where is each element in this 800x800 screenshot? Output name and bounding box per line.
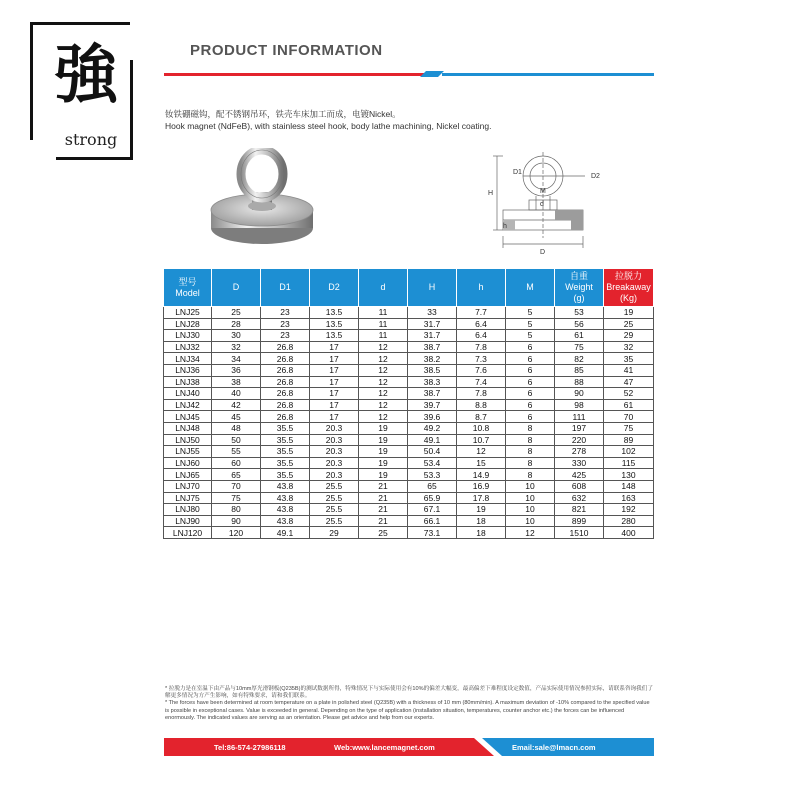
value-cell: 60: [212, 457, 261, 469]
value-cell: 197: [555, 422, 604, 434]
value-cell: 23: [261, 307, 310, 319]
value-cell: 29: [310, 527, 359, 539]
value-cell: 12: [359, 388, 408, 400]
value-cell: 23: [261, 318, 310, 330]
logo-character: 強: [54, 39, 118, 113]
value-cell: 14.9: [457, 469, 506, 481]
model-cell: LNJ40: [164, 388, 212, 400]
value-cell: 6: [506, 411, 555, 423]
value-cell: 12: [359, 399, 408, 411]
value-cell: 192: [604, 504, 654, 516]
value-cell: 25: [604, 318, 654, 330]
value-cell: 80: [212, 504, 261, 516]
table-row: [164, 469, 654, 481]
hook-magnet-photo: [205, 148, 320, 248]
notes-zh: * 拉脱力是在室温下由产品与10mm厚光滑钢板(Q235B)的测试数据所得，特殊情况下与实际使用会有10%的偏差大幅变，最高偏差下难程度设定数值，产品实际使用情况参照实际，请联系咨询我们了解更多情况为方产生影响，如有特殊要求，请和我们联系。: [165, 686, 653, 700]
table-row: [164, 376, 654, 388]
value-cell: 10: [506, 492, 555, 504]
value-cell: 21: [359, 504, 408, 516]
value-cell: 8: [506, 422, 555, 434]
table-row: [164, 527, 654, 539]
value-cell: 13.5: [310, 307, 359, 319]
value-cell: 32: [212, 341, 261, 353]
header-h-lower: h: [457, 269, 506, 307]
value-cell: 34: [212, 353, 261, 365]
value-cell: 35.5: [261, 422, 310, 434]
value-cell: 6: [506, 399, 555, 411]
value-cell: 32: [604, 341, 654, 353]
value-cell: 52: [604, 388, 654, 400]
footer-bar: [164, 736, 654, 758]
value-cell: 45: [212, 411, 261, 423]
value-cell: 98: [555, 399, 604, 411]
value-cell: 6.4: [457, 318, 506, 330]
value-cell: 11: [359, 307, 408, 319]
value-cell: 19: [359, 446, 408, 458]
value-cell: 19: [604, 307, 654, 319]
value-cell: 17: [310, 376, 359, 388]
value-cell: 13.5: [310, 318, 359, 330]
value-cell: 102: [604, 446, 654, 458]
value-cell: 15: [457, 457, 506, 469]
value-cell: 61: [555, 330, 604, 342]
value-cell: 400: [604, 527, 654, 539]
value-cell: 26.8: [261, 364, 310, 376]
value-cell: 7.3: [457, 353, 506, 365]
value-cell: 7.7: [457, 307, 506, 319]
value-cell: 89: [604, 434, 654, 446]
value-cell: 17: [310, 399, 359, 411]
value-cell: 43.8: [261, 480, 310, 492]
value-cell: 35: [604, 353, 654, 365]
value-cell: 42: [212, 399, 261, 411]
model-cell: LNJ75: [164, 492, 212, 504]
value-cell: 20.3: [310, 422, 359, 434]
value-cell: 148: [604, 480, 654, 492]
value-cell: 20.3: [310, 469, 359, 481]
value-cell: 163: [604, 492, 654, 504]
technical-drawing: [485, 148, 620, 263]
value-cell: 899: [555, 515, 604, 527]
value-cell: 278: [555, 446, 604, 458]
header-d-outer: D: [212, 269, 261, 307]
header-d2: D2: [310, 269, 359, 307]
value-cell: 43.8: [261, 515, 310, 527]
value-cell: 25.5: [310, 480, 359, 492]
value-cell: 26.8: [261, 399, 310, 411]
value-cell: 39.7: [408, 399, 457, 411]
value-cell: 8: [506, 446, 555, 458]
value-cell: 12: [359, 353, 408, 365]
value-cell: 35.5: [261, 469, 310, 481]
value-cell: 17: [310, 364, 359, 376]
value-cell: 220: [555, 434, 604, 446]
value-cell: 65: [212, 469, 261, 481]
notes: [165, 686, 655, 722]
value-cell: 1510: [555, 527, 604, 539]
value-cell: 26.8: [261, 388, 310, 400]
value-cell: 17: [310, 341, 359, 353]
value-cell: 75: [604, 422, 654, 434]
table-body: [164, 307, 654, 539]
value-cell: 38.7: [408, 341, 457, 353]
value-cell: 31.7: [408, 318, 457, 330]
value-cell: 28: [212, 318, 261, 330]
model-cell: LNJ28: [164, 318, 212, 330]
header-model: 型号 Model: [164, 269, 212, 307]
value-cell: 38.7: [408, 388, 457, 400]
model-cell: LNJ36: [164, 364, 212, 376]
value-cell: 10: [506, 480, 555, 492]
table-row: [164, 330, 654, 342]
value-cell: 38.3: [408, 376, 457, 388]
table-row: [164, 399, 654, 411]
value-cell: 35.5: [261, 434, 310, 446]
value-cell: 90: [212, 515, 261, 527]
value-cell: 29: [604, 330, 654, 342]
value-cell: 120: [212, 527, 261, 539]
value-cell: 632: [555, 492, 604, 504]
value-cell: 35.5: [261, 457, 310, 469]
value-cell: 17.8: [457, 492, 506, 504]
label-d-big: D: [540, 249, 546, 256]
model-cell: LNJ70: [164, 480, 212, 492]
value-cell: 6: [506, 364, 555, 376]
value-cell: 25.5: [310, 492, 359, 504]
value-cell: 56: [555, 318, 604, 330]
value-cell: 75: [555, 341, 604, 353]
value-cell: 33: [408, 307, 457, 319]
value-cell: 10: [506, 515, 555, 527]
value-cell: 30: [212, 330, 261, 342]
header-breakaway: 拉脱力 Breakaway (Kg): [604, 269, 654, 307]
value-cell: 53: [555, 307, 604, 319]
value-cell: 75: [212, 492, 261, 504]
model-cell: LNJ32: [164, 341, 212, 353]
model-cell: LNJ120: [164, 527, 212, 539]
value-cell: 26.8: [261, 353, 310, 365]
label-d2: D2: [591, 173, 600, 180]
description-zh: 钕铁硼磁钩，配不锈钢吊环，铁壳车床加工而成，电镀Nickel。: [165, 109, 401, 119]
value-cell: 7.8: [457, 341, 506, 353]
value-cell: 36: [212, 364, 261, 376]
value-cell: 130: [604, 469, 654, 481]
value-cell: 6: [506, 353, 555, 365]
footer-tel: Tel:86-574-27986118: [214, 743, 286, 752]
value-cell: 25.5: [310, 515, 359, 527]
value-cell: 67.1: [408, 504, 457, 516]
label-d1: D1: [513, 169, 522, 176]
value-cell: 20.3: [310, 457, 359, 469]
table-row: [164, 457, 654, 469]
table-row: [164, 307, 654, 319]
value-cell: 18: [457, 527, 506, 539]
value-cell: 12: [506, 527, 555, 539]
value-cell: 19: [359, 422, 408, 434]
model-cell: LNJ65: [164, 469, 212, 481]
value-cell: 38.5: [408, 364, 457, 376]
value-cell: 25: [359, 527, 408, 539]
header-m: M: [506, 269, 555, 307]
table-row: [164, 353, 654, 365]
table-header-row: [164, 269, 654, 307]
table-row: [164, 388, 654, 400]
value-cell: 111: [555, 411, 604, 423]
value-cell: 12: [359, 364, 408, 376]
value-cell: 17: [310, 388, 359, 400]
value-cell: 13.5: [310, 330, 359, 342]
value-cell: 65: [408, 480, 457, 492]
value-cell: 12: [359, 341, 408, 353]
value-cell: 7.6: [457, 364, 506, 376]
footer-web[interactable]: Web:www.lancemagnet.com: [334, 743, 435, 752]
value-cell: 6: [506, 341, 555, 353]
model-cell: LNJ90: [164, 515, 212, 527]
label-d-small: d: [540, 201, 544, 208]
value-cell: 19: [457, 504, 506, 516]
table-row: [164, 492, 654, 504]
label-m: M: [540, 188, 546, 195]
value-cell: 21: [359, 515, 408, 527]
value-cell: 38: [212, 376, 261, 388]
value-cell: 280: [604, 515, 654, 527]
value-cell: 53.4: [408, 457, 457, 469]
value-cell: 17: [310, 353, 359, 365]
table-row: [164, 446, 654, 458]
table-row: [164, 341, 654, 353]
value-cell: 50: [212, 434, 261, 446]
value-cell: 821: [555, 504, 604, 516]
value-cell: 6.4: [457, 330, 506, 342]
logo-word: strong: [64, 130, 118, 149]
value-cell: 70: [604, 411, 654, 423]
model-cell: LNJ38: [164, 376, 212, 388]
value-cell: 50.4: [408, 446, 457, 458]
model-cell: LNJ25: [164, 307, 212, 319]
value-cell: 10.7: [457, 434, 506, 446]
value-cell: 8: [506, 469, 555, 481]
header-d1: D1: [261, 269, 310, 307]
value-cell: 330: [555, 457, 604, 469]
value-cell: 25: [212, 307, 261, 319]
header-stripes: [164, 68, 654, 80]
value-cell: 425: [555, 469, 604, 481]
value-cell: 12: [457, 446, 506, 458]
value-cell: 41: [604, 364, 654, 376]
header-weight: 自重 Weight (g): [555, 269, 604, 307]
table-row: [164, 515, 654, 527]
footer-email[interactable]: Email:sale@lmacn.com: [512, 743, 596, 752]
value-cell: 26.8: [261, 376, 310, 388]
header-h-upper: H: [408, 269, 457, 307]
value-cell: 26.8: [261, 411, 310, 423]
value-cell: 88: [555, 376, 604, 388]
model-cell: LNJ60: [164, 457, 212, 469]
model-cell: LNJ42: [164, 399, 212, 411]
value-cell: 40: [212, 388, 261, 400]
model-cell: LNJ50: [164, 434, 212, 446]
value-cell: 5: [506, 307, 555, 319]
value-cell: 65.9: [408, 492, 457, 504]
table-row: [164, 480, 654, 492]
value-cell: 10: [506, 504, 555, 516]
value-cell: 49.2: [408, 422, 457, 434]
value-cell: 5: [506, 318, 555, 330]
value-cell: 43.8: [261, 492, 310, 504]
value-cell: 48: [212, 422, 261, 434]
value-cell: 55: [212, 446, 261, 458]
table-row: [164, 318, 654, 330]
value-cell: 61: [604, 399, 654, 411]
value-cell: 26.8: [261, 341, 310, 353]
value-cell: 12: [359, 411, 408, 423]
value-cell: 82: [555, 353, 604, 365]
value-cell: 73.1: [408, 527, 457, 539]
value-cell: 19: [359, 434, 408, 446]
value-cell: 11: [359, 318, 408, 330]
value-cell: 20.3: [310, 434, 359, 446]
label-h-lower: h: [503, 223, 507, 230]
value-cell: 6: [506, 376, 555, 388]
value-cell: 49.1: [408, 434, 457, 446]
value-cell: 31.7: [408, 330, 457, 342]
description-en: Hook magnet (NdFeB), with stainless steel hook, body lathe machining, Nickel coating.: [165, 121, 492, 131]
value-cell: 17: [310, 411, 359, 423]
value-cell: 20.3: [310, 446, 359, 458]
table-row: [164, 422, 654, 434]
model-cell: LNJ30: [164, 330, 212, 342]
value-cell: 38.2: [408, 353, 457, 365]
value-cell: 21: [359, 480, 408, 492]
value-cell: 23: [261, 330, 310, 342]
model-cell: LNJ48: [164, 422, 212, 434]
page-title: PRODUCT INFORMATION: [190, 42, 383, 59]
value-cell: 16.9: [457, 480, 506, 492]
value-cell: 70: [212, 480, 261, 492]
value-cell: 8: [506, 434, 555, 446]
value-cell: 66.1: [408, 515, 457, 527]
value-cell: 49.1: [261, 527, 310, 539]
value-cell: 39.6: [408, 411, 457, 423]
model-cell: LNJ34: [164, 353, 212, 365]
table-row: [164, 364, 654, 376]
table-row: [164, 434, 654, 446]
label-h-upper: H: [488, 190, 494, 197]
model-cell: LNJ80: [164, 504, 212, 516]
value-cell: 47: [604, 376, 654, 388]
table-row: [164, 411, 654, 423]
value-cell: 90: [555, 388, 604, 400]
value-cell: 7.8: [457, 388, 506, 400]
value-cell: 8.8: [457, 399, 506, 411]
notes-en: * The forces have been determined at room temperature on a plate in polished steel (Q235B) with a thickness of 10 mm (80mm/min). A maximum deviation of -10% compared to the specified value is possible in exceptional cases. Value is exceeded in general. Depending on the type of application (installation situation, temperatures, counter anchor etc.) the forces can be influenced enormously. The indicated values are serving as an orientation. Please get advice and help from our experts.: [165, 700, 650, 721]
value-cell: 8.7: [457, 411, 506, 423]
value-cell: 43.8: [261, 504, 310, 516]
table-row: [164, 504, 654, 516]
spec-table: [163, 268, 654, 539]
value-cell: 11: [359, 330, 408, 342]
value-cell: 6: [506, 388, 555, 400]
value-cell: 25.5: [310, 504, 359, 516]
value-cell: 115: [604, 457, 654, 469]
header-d-inner: d: [359, 269, 408, 307]
value-cell: 19: [359, 469, 408, 481]
value-cell: 18: [457, 515, 506, 527]
value-cell: 8: [506, 457, 555, 469]
value-cell: 53.3: [408, 469, 457, 481]
value-cell: 21: [359, 492, 408, 504]
model-cell: LNJ45: [164, 411, 212, 423]
value-cell: 7.4: [457, 376, 506, 388]
value-cell: 12: [359, 376, 408, 388]
value-cell: 608: [555, 480, 604, 492]
value-cell: 5: [506, 330, 555, 342]
value-cell: 10.8: [457, 422, 506, 434]
value-cell: 19: [359, 457, 408, 469]
value-cell: 35.5: [261, 446, 310, 458]
model-cell: LNJ55: [164, 446, 212, 458]
value-cell: 85: [555, 364, 604, 376]
